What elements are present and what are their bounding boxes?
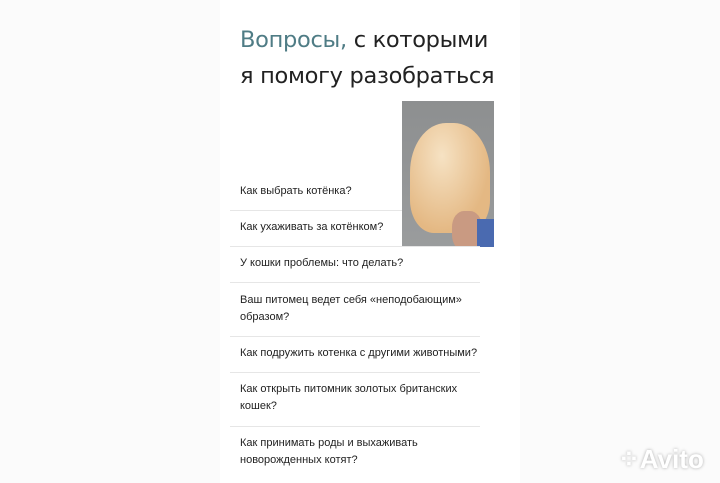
page-title (240, 22, 494, 94)
title-line2: я помогу разобраться (240, 63, 495, 89)
watermark-text: Avito (639, 444, 704, 474)
divider (230, 282, 480, 283)
question-item[interactable]: Как принимать роды и выхаживать новорожденных котят? (240, 437, 418, 466)
question-item[interactable]: Как ухаживать за котёнком? (240, 221, 384, 233)
divider (230, 210, 402, 211)
divider (230, 336, 480, 337)
question-item[interactable]: Ваш питомец ведет себя «неподобающим» образом? (240, 294, 462, 323)
kitten-photo (402, 101, 494, 247)
title-line1: с которыми (346, 27, 489, 53)
divider (230, 246, 480, 247)
avito-watermark: ⁘Avito (618, 444, 704, 474)
question-item[interactable]: Как выбрать котёнка? (240, 185, 352, 197)
question-item[interactable]: Как открыть питомник золотых британских кошек? (240, 383, 458, 412)
divider (230, 426, 480, 427)
question-item[interactable]: Как подружить котенка с другими животными? (240, 347, 478, 359)
title-accent: Вопросы, (240, 27, 347, 53)
divider (230, 372, 480, 373)
question-item[interactable]: У кошки проблемы: что делать? (240, 257, 404, 269)
